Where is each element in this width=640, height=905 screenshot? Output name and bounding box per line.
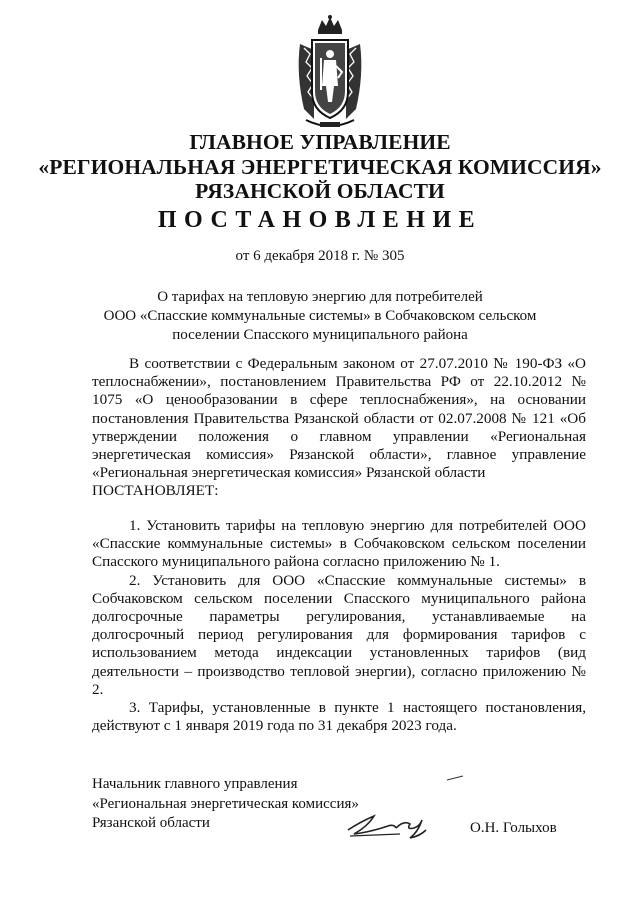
subject-line-2: ООО «Спасские коммунальные системы» в Собчаковском сельском bbox=[103, 308, 537, 324]
header-line-3: РЯЗАНСКОЙ ОБЛАСТИ bbox=[195, 179, 445, 203]
subject-line-3: поселении Спасского муниципального района bbox=[172, 327, 468, 343]
position-line-3: Рязанской области bbox=[92, 815, 210, 831]
document-subject bbox=[100, 288, 540, 345]
position-line-1: Начальник главного управления bbox=[92, 776, 298, 792]
header-line-1: ГЛАВНОЕ УПРАВЛЕНИЕ bbox=[189, 130, 451, 154]
pen-mark bbox=[445, 774, 465, 782]
header-line-2: «РЕГИОНАЛЬНАЯ ЭНЕРГЕТИЧЕСКАЯ КОМИССИЯ» bbox=[38, 155, 602, 179]
ryazan-coat-of-arms-emblem bbox=[290, 14, 370, 132]
preamble bbox=[92, 355, 586, 501]
item-2: 2. Установить для ООО «Спасские коммунальные системы» в Собчаковском сельском поселении Спасского муниципального района долгосрочные параметры регулирования, устанавливаемые на долгосрочный период регулирования для формирования тарифов с использованием метода индексации установленных тарифов (вид деятельности – производство тепловой энергии), согласно приложению № 2. bbox=[92, 571, 586, 698]
preamble-text: В соответствии с Федеральным законом от 27.07.2010 № 190-ФЗ «О теплоснабжении», постановлением Правительства РФ от 22.10.2012 № 1075 «О ценообразовании в сфере теплоснабжения», на основании постановления Правительства Рязанской области от 02.07.2008 № 121 «Об утверждении положения о главном управлении «Региональная энергетическая комиссия» Рязанской области», главное управление «Региональная энергетическая комиссия» Рязанской области bbox=[92, 355, 586, 482]
item-1: 1. Установить тарифы на тепловую энергию для потребителей ООО «Спасские коммунальные системы» в Собчаковском сельском поселении Спасского муниципального района согласно приложению № 1. bbox=[92, 517, 586, 571]
position-line-2: «Региональная энергетическая комиссия» bbox=[92, 795, 359, 812]
resolution-items bbox=[92, 517, 586, 735]
handwritten-signature bbox=[340, 800, 450, 845]
subject-line-1: О тарифах на тепловую энергию для потребителей bbox=[157, 289, 483, 305]
signatory-name: О.Н. Голыхов bbox=[470, 820, 557, 836]
document-type-title: ПОСТАНОВЛЕНИЕ bbox=[157, 207, 483, 233]
resolves-word: ПОСТАНОВЛЯЕТ: bbox=[92, 482, 219, 500]
document-date-number: от 6 декабря 2018 г. № 305 bbox=[235, 248, 405, 264]
item-3: 3. Тарифы, установленные в пункте 1 настоящего постановления, действуют с 1 января 2019 года по 31 декабря 2023 года. bbox=[92, 699, 586, 735]
